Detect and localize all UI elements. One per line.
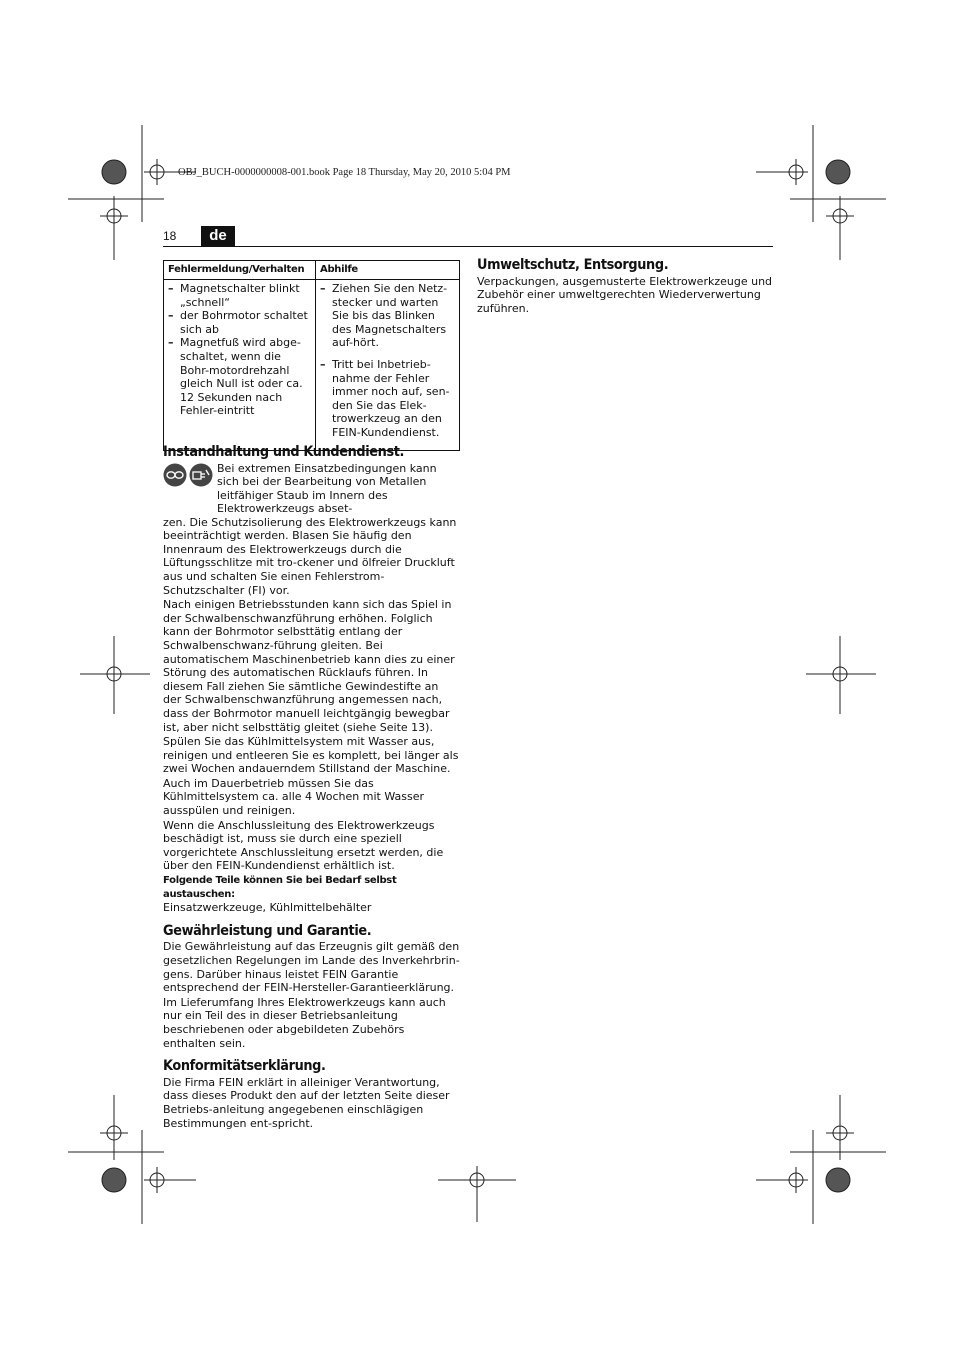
parts-list: Einsatzwerkzeuge, Kühlmittelbehälter <box>163 901 372 915</box>
table-row <box>164 280 460 451</box>
unplug-icon <box>190 463 213 486</box>
section-title: Gewährleistung und Garantie. <box>163 922 372 939</box>
table-header-cell: Abhilfe <box>316 261 460 280</box>
section-title: Umweltschutz, Entsorgung. <box>477 257 669 273</box>
paragraph: Wenn die Anschlussleitung des Elektrowerkzeugs beschädigt ist, muss sie durch eine speziell vorgerichtete Anschlussleitung ersetzt werden, die über den FEIN-Kundendienst erhältlich ist. <box>163 818 444 873</box>
maintenance-intro: Bei extremen Einsatzbedingungen kann sich bei der Bearbeitung von Metallen leitfähiger Staub im Innern des Elektrowerkzeugs abset- <box>217 461 437 516</box>
error-table <box>163 260 460 451</box>
list-item: – Ziehen Sie den Netz-stecker und warten Sie bis das Blinken des Magnetschalters auf-hört. <box>320 282 455 350</box>
maintenance-section <box>163 446 460 1131</box>
environment-section <box>477 259 773 316</box>
table-header-row <box>164 261 460 280</box>
paragraph: zen. Die Schutzisolierung des Elektrowerkzeugs kann beeinträchtigt werden. Blasen Sie häufig den Innenraum des Elektrowerkzeugs durch die Lüftungsschlitze mit tro-ckener und ölfreier Druckluft aus und schalten Sie einen Fehlerstrom-Schutzschalter (FI) vor. <box>163 515 457 597</box>
paragraph: Im Lieferumfang Ihres Elektrowerkzeugs kann auch nur ein Teil des in dieser Betriebsanleitung beschriebenen oder abgebildeten Zubehörs enthalten sein. <box>163 995 446 1050</box>
language-badge: de <box>201 226 235 246</box>
safety-icons <box>163 463 215 489</box>
list-item: – Magnetschalter blinkt „schnell“ <box>168 282 311 309</box>
paragraph: Auch im Dauerbetrieb müssen Sie das Kühlmittelsystem ca. alle 4 Wochen mit Wasser ausspülen und reinigen. <box>163 776 425 818</box>
list-item: – der Bohrmotor schaltet sich ab <box>168 309 311 336</box>
print-slug: OBJ_BUCH-0000000008-001.book Page 18 Thursday, May 20, 2010 5:04 PM <box>178 167 511 178</box>
page-number: 18 <box>163 229 177 243</box>
table-cell-remedy <box>316 280 460 451</box>
section-title: Konformitätserklärung. <box>163 1058 326 1075</box>
list-item: – Tritt bei Inbetrieb-nahme der Fehler immer noch auf, sen-den Sie das Elek-trowerkzeug an den FEIN-Kundendienst. <box>320 358 455 440</box>
paragraph: Die Gewährleistung auf das Erzeugnis gilt gemäß den gesetzlichen Regelungen im Lande des Inverkehrbrin-gens. Darüber hinaus leistet FEIN Garantie entsprechend der FEIN-Hersteller-Garantieerklärung. <box>163 940 460 995</box>
safety-goggles-icon <box>164 463 187 486</box>
paragraph: Spülen Sie das Kühlmittelsystem mit Wasser aus, reinigen und entleeren Sie es komplett, bei länger als zwei Wochen andauerndem Stillstand der Maschine. <box>163 735 459 776</box>
section-title: Instandhaltung und Kundendienst. <box>163 444 405 460</box>
parts-label: Folgende Teile können Sie bei Bedarf selbst austauschen: <box>163 875 397 900</box>
table-header-cell: Fehlermeldung/Verhalten <box>164 261 316 280</box>
list-item: – Magnetfuß wird abge-schaltet, wenn die Bohr-motordrehzahl gleich Null ist oder ca. 12 Sekunden nach Fehler-eintritt <box>168 336 311 418</box>
paragraph: Verpackungen, ausgemusterte Elektrowerkzeuge und Zubehör einer umweltgerechten Wiederverwertung zuführen. <box>477 274 773 315</box>
paragraph: Nach einigen Betriebsstunden kann sich das Spiel in der Schwalbenschwanzführung erhöhen. Folglich kann der Bohrmotor selbsttätig entlang der Schwalbenschwanz-führung gleiten. Bei automatischem Maschinenbetrieb kann dies zu einer Störung des automatischen Rücklaufs führen. In diesem Fall ziehen Sie sämtliche Gewindestifte an der Schwalbenschwanzführung angemessen nach, dass der Bohrmotor manuell leichtgängig bewegbar ist, aber nicht selbsttätig gleitet (siehe Seite 13). <box>163 598 455 734</box>
header-rule <box>163 246 773 247</box>
table-cell-error <box>164 280 316 451</box>
paragraph: Die Firma FEIN erklärt in alleiniger Verantwortung, dass dieses Produkt den auf der letzten Seite dieser Betriebs-anleitung angegebenen einschlägigen Bestimmungen ent-spricht. <box>163 1075 450 1130</box>
